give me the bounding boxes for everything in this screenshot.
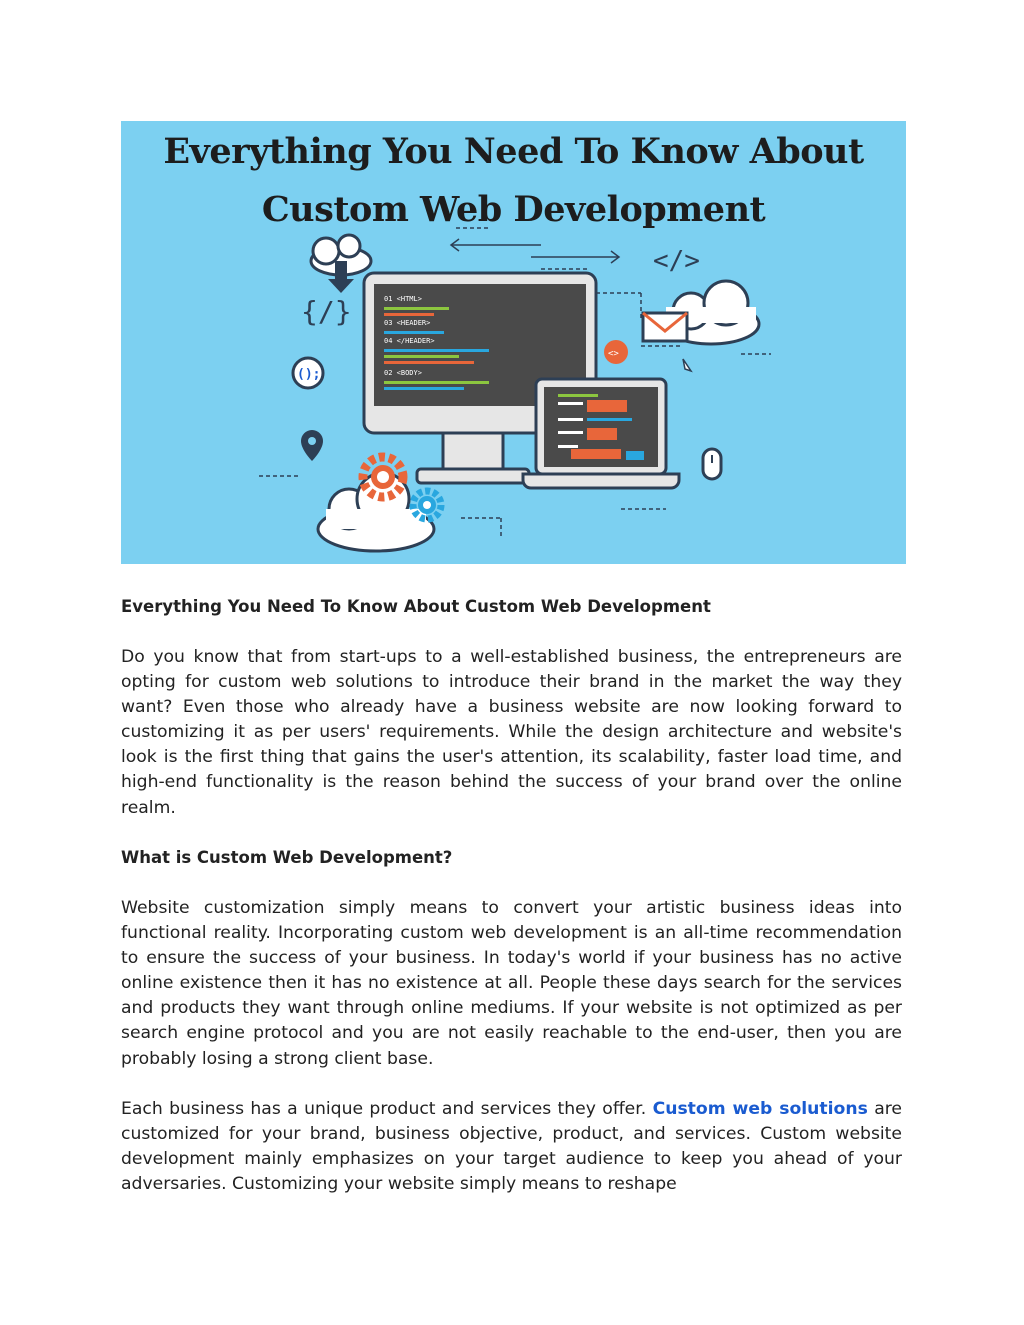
braces-icon: {/} xyxy=(301,295,352,328)
svg-text:();: (); xyxy=(297,367,321,382)
solutions-text-end: are customized for your brand, business objective, product, and services. Custom website development mainly emphasizes on your target audience to keep you ahead of your adversaries. Customizing your website simply means to reshape xyxy=(121,1099,902,1195)
hero-title-line1: Everything You Need To Know About xyxy=(163,131,864,172)
definition-paragraph-text: Website customization simply means to convert your artistic business ideas into functional reality. Incorporating custom web development is an all-time recommendation to ensure the success of your business. In today's world if your business has no active online existence then it has no existence at all. People these days search for the services and products they want through online mediums. If your website is not optimized as per search engine protocol and you are not easily reachable to the end-user, then you are probably losing a strong client base. xyxy=(121,898,902,1069)
code-tag-icon: </> xyxy=(653,246,700,276)
code-line-3: 04 </HEADER> xyxy=(384,337,435,345)
code-bubble-icon xyxy=(604,340,628,364)
svg-text:<>: <> xyxy=(608,349,619,359)
cursor-icon xyxy=(683,359,691,371)
code-line-1: 01 <HTML> xyxy=(384,295,422,303)
solutions-paragraph xyxy=(121,1097,902,1197)
solutions-text-start: Each business has a unique product and services they offer. xyxy=(121,1099,647,1119)
intro-paragraph xyxy=(121,645,902,821)
mail-icon xyxy=(643,313,687,341)
code-line-4: 02 <BODY> xyxy=(384,369,422,377)
custom-web-solutions-link[interactable]: Custom web solutions xyxy=(652,1099,868,1119)
hero-banner xyxy=(121,121,906,564)
hero-illustration xyxy=(121,121,906,564)
solutions-paragraph-text xyxy=(121,1097,902,1197)
cloud-download-icon xyxy=(311,235,371,293)
definition-paragraph xyxy=(121,896,902,1072)
section-heading: What is Custom Web Development? xyxy=(121,848,453,867)
location-pin-icon xyxy=(301,430,323,461)
laptop-icon xyxy=(523,379,679,488)
function-icon xyxy=(293,358,323,388)
code-line-2: 03 <HEADER> xyxy=(384,319,431,327)
mouse-icon xyxy=(703,449,721,479)
article-heading: Everything You Need To Know About Custom Web Development xyxy=(121,597,711,616)
intro-paragraph-text: Do you know that from start-ups to a well-established business, the entrepreneurs are opting for custom web solutions to introduce their brand in the market the way they want? Even those who already have a business website are now looking forward to customizing it as per users' requirements. While the design architecture and website's look is the first thing that gains the user's attention, its scalability, faster load time, and high-end functionality is the reason behind the success of your brand over the online realm. xyxy=(121,647,902,818)
hero-title-line2: Custom Web Development xyxy=(261,189,766,230)
